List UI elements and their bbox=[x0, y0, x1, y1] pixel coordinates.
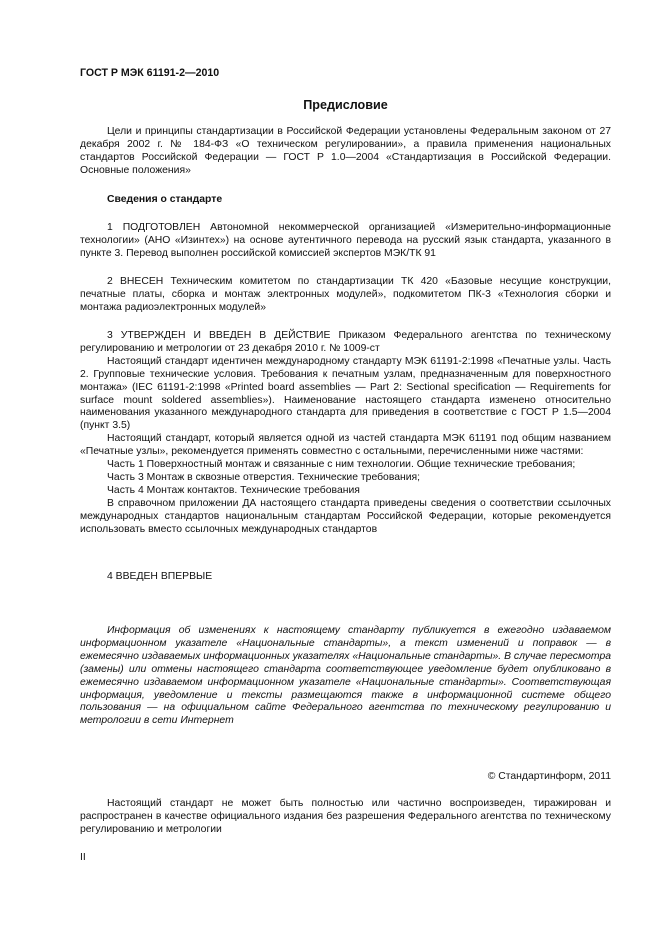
item-3-series: Настоящий стандарт, который является одной из частей стандарта МЭК 61191 под общим названием «Печатные узлы», рекомендуется применять совместно с остальными, перечисленными ниже частями: bbox=[80, 433, 611, 458]
page-number: II bbox=[80, 852, 86, 863]
list-item: Часть 1 Поверхностный монтаж и связанные с ним технологии. Общие технические требования; bbox=[107, 459, 576, 471]
changes-info-notice: Информация об изменениях к настоящему стандарту публикуется в ежегодно издаваемом информационном указателе «Национальные стандарты», а текст изменений и поправок — в ежемесячно издаваемых информационных указателях «Национальные стандарты». В случае пересмотра (замены) или отмены настоящего стандарта соответствующее уведомление будет опубликовано в ежемесячно издаваемом информационном указателе «Национальные стандарты». Соответствующая информация, уведомление и тексты размещаются также в информационной системе общего пользования — на официальном сайте Федерального агентства по техническому регулированию и метрологии в сети Интернет bbox=[80, 625, 611, 727]
item-3-approved-block bbox=[80, 330, 611, 537]
intro-paragraph: Цели и принципы стандартизации в Российской Федерации установлены Федеральным законом от 27 декабря 2002 г. № 184-ФЗ «О техническом регулировании», а правила применения национальных стандартов Российской Федерации — ГОСТ Р 1.0—2004 «Стандартизация в Российской Федерации. Основные положения» bbox=[80, 126, 611, 176]
copyright-line: © Стандартинформ, 2011 bbox=[487, 771, 611, 782]
parts-list bbox=[80, 459, 611, 498]
list-item: Часть 3 Монтаж в сквозные отверстия. Технические требования; bbox=[107, 471, 421, 483]
item-1-prepared: 1 ПОДГОТОВЛЕН Автономной некоммерческой организацией «Измерительно-информационные технологии» (АНО «Изинтех») на основе аутентичного перевода на русский язык стандарта, указанного в пункте 3. Перевод выполнен российской комиссией экспертов МЭК/ТК 91 bbox=[80, 222, 611, 259]
page-title: Предисловие bbox=[303, 98, 388, 112]
item-2-submitted: 2 ВНЕСЕН Техническим комитетом по стандартизации ТК 420 «Базовые несущие конструкции, печатные платы, сборка и монтаж электронных модулей», подкомитетом ПК-3 «Технология сборки и монтажа радиоэлектронных модулей» bbox=[80, 276, 611, 313]
item-3-approval: 3 УТВЕРЖДЕН И ВВЕДЕН В ДЕЙСТВИЕ Приказом Федерального агентства по техническому регулированию и метрологии от 23 декабря 2010 г. № 1009-ст bbox=[80, 330, 611, 354]
item-3-identity: Настоящий стандарт идентичен международному стандарту МЭК 61191-2:1998 «Печатные узлы. Часть 2. Групповые технические условия. Требования к печатным узлам, предназначенным для поверхностного монтажа» (IEC 61191-2:1998 «Printed board assemblies — Part 2: Sectional specification — Requirements for surface mount soldered assemblies»). Наименование настоящего стандарта изменено относительно наименования указанного международного стандарта для приведения в соответствие с ГОСТ Р 1.5—2004 (пункт 3.5) bbox=[80, 355, 611, 432]
section-heading: Сведения о стандарте bbox=[107, 194, 223, 205]
item-3-annex: В справочном приложении ДА настоящего стандарта приведены сведения о соответствии ссылочных международных стандартов национальным стандартам Российской Федерации, которые рекомендуется использовать вместо ссылочных международных стандартов bbox=[80, 497, 611, 535]
list-item: Часть 4 Монтаж контактов. Технические требования bbox=[107, 484, 360, 496]
reproduction-notice: Настоящий стандарт не может быть полностью или частично воспроизведен, тиражирован и распространен в качестве официального издания без разрешения Федерального агентства по техническому регулированию и метрологии bbox=[80, 798, 611, 835]
item-4-introduced: 4 ВВЕДЕН ВПЕРВЫЕ bbox=[107, 571, 213, 582]
document-code-header: ГОСТ Р МЭК 61191-2—2010 bbox=[80, 67, 220, 79]
